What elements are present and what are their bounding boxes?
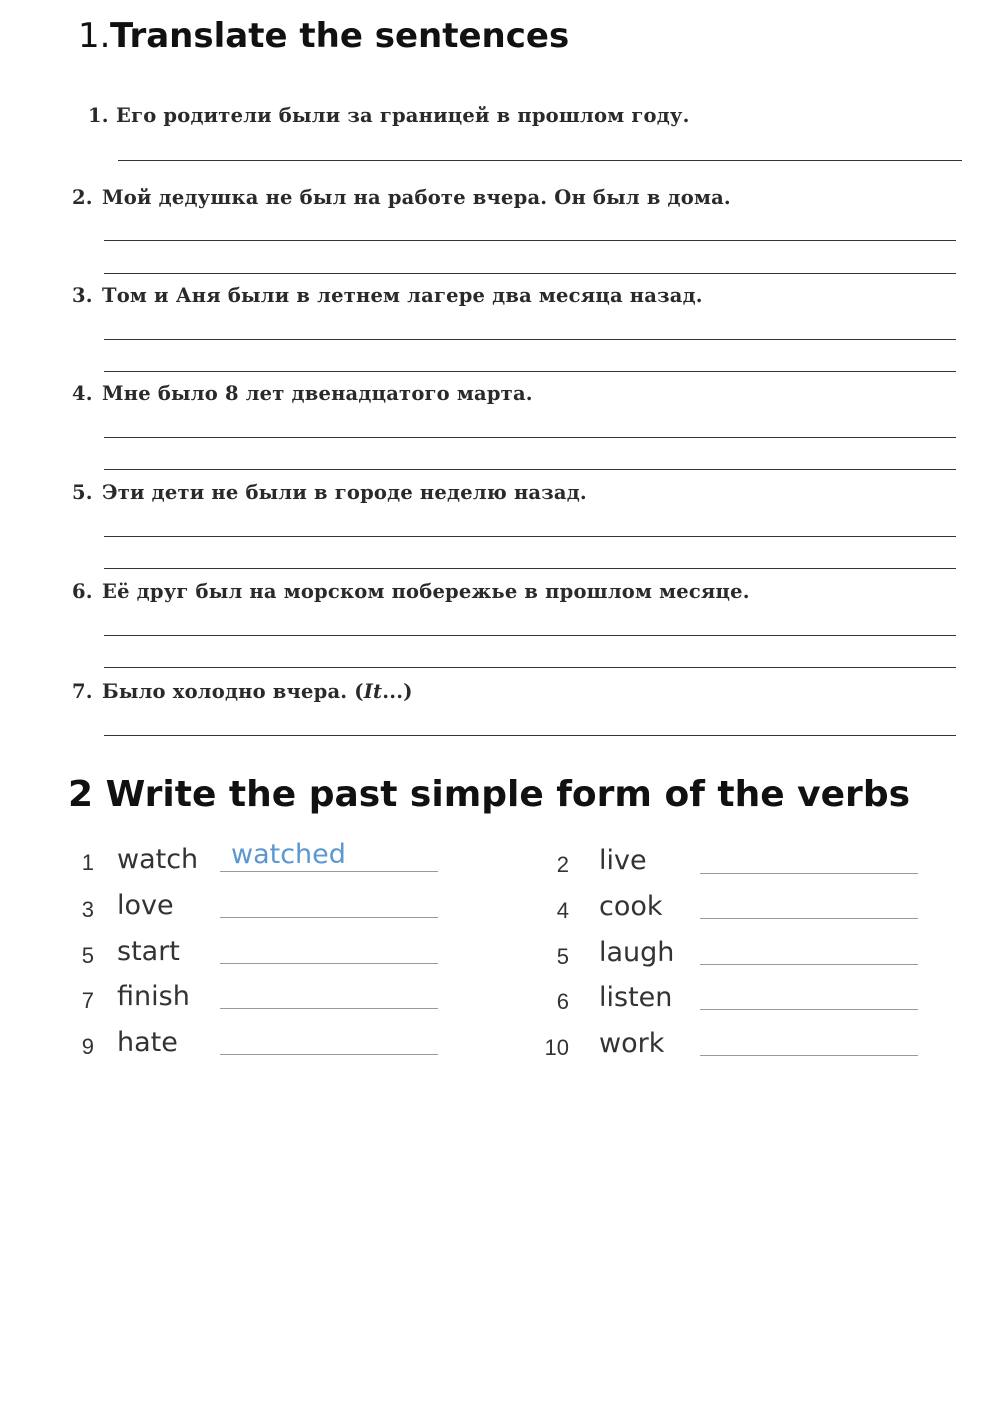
verb-answer-line[interactable] (700, 964, 918, 965)
answer-line-5b[interactable] (104, 568, 956, 569)
verb-number: 7 (81, 988, 94, 1013)
verb-word: work (599, 1028, 665, 1059)
sentence-7-hint: (It...) (354, 680, 413, 703)
verb-word: listen (599, 982, 673, 1013)
verb-number: 5 (81, 943, 94, 968)
section-1-number: 1. (78, 16, 111, 56)
sentence-6: 6. Её друг был на морском побережье в прошлом месяце. (72, 580, 750, 603)
verb-answer-line[interactable] (220, 963, 438, 964)
verb-answer-line[interactable] (700, 918, 918, 919)
answer-line-6b[interactable] (104, 667, 956, 668)
answer-line-2b[interactable] (104, 273, 956, 274)
sentence-4: 4. Мне было 8 лет двенадцатого марта. (72, 382, 533, 405)
verb-word: live (599, 845, 647, 876)
sentence-5: 5. Эти дети не были в городе неделю назад. (72, 481, 587, 504)
verb-number: 1 (81, 850, 94, 875)
verb-number: 4 (556, 898, 569, 923)
verb-word: hate (117, 1027, 178, 1058)
verb-answer-line[interactable] (700, 1055, 918, 1056)
verb-number: 6 (556, 989, 569, 1014)
sentence-1: 1. Его родители были за границей в прошлом году. (88, 104, 690, 127)
verb-answer-line[interactable] (700, 873, 918, 874)
sentence-2: 2. Мой дедушка не был на работе вчера. Он был в дома. (72, 186, 731, 209)
verb-word: watch (117, 844, 199, 875)
verb-number: 9 (81, 1034, 94, 1059)
verb-answer-line[interactable] (220, 871, 438, 872)
verb-word: cook (599, 891, 663, 922)
verb-answer-filled[interactable]: watched (231, 839, 346, 870)
answer-line-2a[interactable] (104, 240, 956, 241)
answer-line-3a[interactable] (104, 339, 956, 340)
verb-answer-line[interactable] (220, 1054, 438, 1055)
verb-answer-line[interactable] (220, 1008, 438, 1009)
answer-line-3b[interactable] (104, 371, 956, 372)
verb-number: 10 (544, 1035, 569, 1060)
verb-word: start (117, 936, 180, 967)
verb-word: finish (117, 981, 190, 1012)
answer-line-1a[interactable] (118, 160, 962, 161)
verb-number: 2 (556, 852, 569, 877)
verb-word: love (117, 890, 174, 921)
sentence-7: 7. Было холодно вчера. (It...) (72, 680, 413, 703)
sentence-3: 3. Том и Аня были в летнем лагере два месяца назад. (72, 284, 703, 307)
answer-line-4b[interactable] (104, 469, 956, 470)
answer-line-4a[interactable] (104, 437, 956, 438)
verb-answer-line[interactable] (700, 1009, 918, 1010)
answer-line-5a[interactable] (104, 536, 956, 537)
answer-line-7a[interactable] (104, 735, 956, 736)
answer-line-6a[interactable] (104, 635, 956, 636)
section-1-heading: Translate the sentences (110, 16, 570, 56)
verb-number: 5 (556, 944, 569, 969)
verb-answer-line[interactable] (220, 917, 438, 918)
section-2-heading: 2 Write the past simple form of the verbs (68, 774, 911, 815)
verb-number: 3 (81, 897, 94, 922)
verb-word: laugh (599, 937, 675, 968)
